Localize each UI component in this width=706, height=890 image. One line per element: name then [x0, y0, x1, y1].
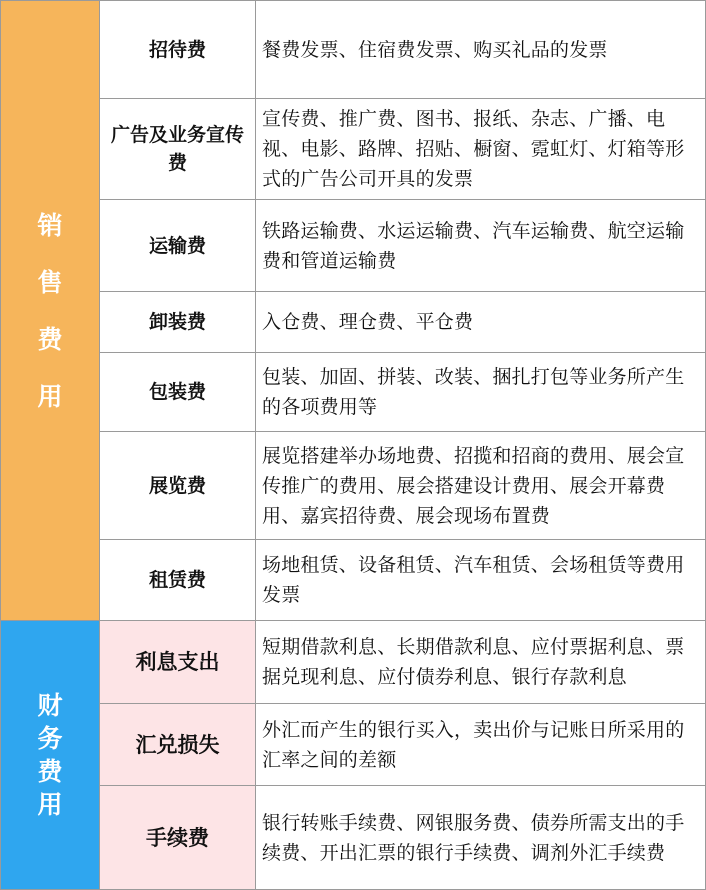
- row-desc: 入仓费、理仓费、平仓费: [256, 292, 706, 353]
- row-desc: 宣传费、推广费、图书、报纸、杂志、广播、电视、电影、路牌、招贴、橱窗、霓虹灯、灯箱等形式的广告公司开具的发票: [256, 99, 706, 200]
- group-sales-char: 用: [37, 381, 63, 411]
- row-desc: 银行转账手续费、网银服务费、债券所需支出的手续费、开出汇票的银行手续费、调剂外汇手续费: [256, 786, 706, 890]
- row-name: 利息支出: [100, 621, 256, 704]
- group-finance-char: 务: [37, 724, 63, 753]
- group-finance-char: 费: [37, 757, 63, 786]
- group-sales-char: 售: [37, 267, 63, 297]
- row-name: 广告及业务宣传费: [100, 99, 256, 200]
- row-name: 包装费: [100, 353, 256, 432]
- row-name: 租赁费: [100, 540, 256, 621]
- row-desc: 餐费发票、住宿费发票、购买礼品的发票: [256, 0, 706, 99]
- row-desc: 外汇而产生的银行买入，卖出价与记账日所采用的汇率之间的差额: [256, 704, 706, 786]
- row-name: 运输费: [100, 200, 256, 292]
- group-finance-char: 财: [37, 691, 63, 720]
- group-finance-char: 用: [37, 790, 63, 819]
- group-finance-expenses: [0, 621, 100, 890]
- row-desc: 展览搭建举办场地费、招揽和招商的费用、展会宣传推广的费用、展会搭建设计费用、展会开幕费用、嘉宾招待费、展会现场布置费: [256, 432, 706, 540]
- group-sales-expenses: [0, 0, 100, 621]
- row-desc: 包装、加固、拼装、改装、捆扎打包等业务所产生的各项费用等: [256, 353, 706, 432]
- row-name: 卸装费: [100, 292, 256, 353]
- row-desc: 短期借款利息、长期借款利息、应付票据利息、票据兑现利息、应付债券利息、银行存款利息: [256, 621, 706, 704]
- group-sales-char: 费: [37, 324, 63, 354]
- row-name: 汇兑损失: [100, 704, 256, 786]
- row-name: 招待费: [100, 0, 256, 99]
- row-name: 手续费: [100, 786, 256, 890]
- row-name: 展览费: [100, 432, 256, 540]
- group-sales-char: 销: [37, 210, 63, 240]
- row-desc: 铁路运输费、水运运输费、汽车运输费、航空运输费和管道运输费: [256, 200, 706, 292]
- row-desc: 场地租赁、设备租赁、汽车租赁、会场租赁等费用发票: [256, 540, 706, 621]
